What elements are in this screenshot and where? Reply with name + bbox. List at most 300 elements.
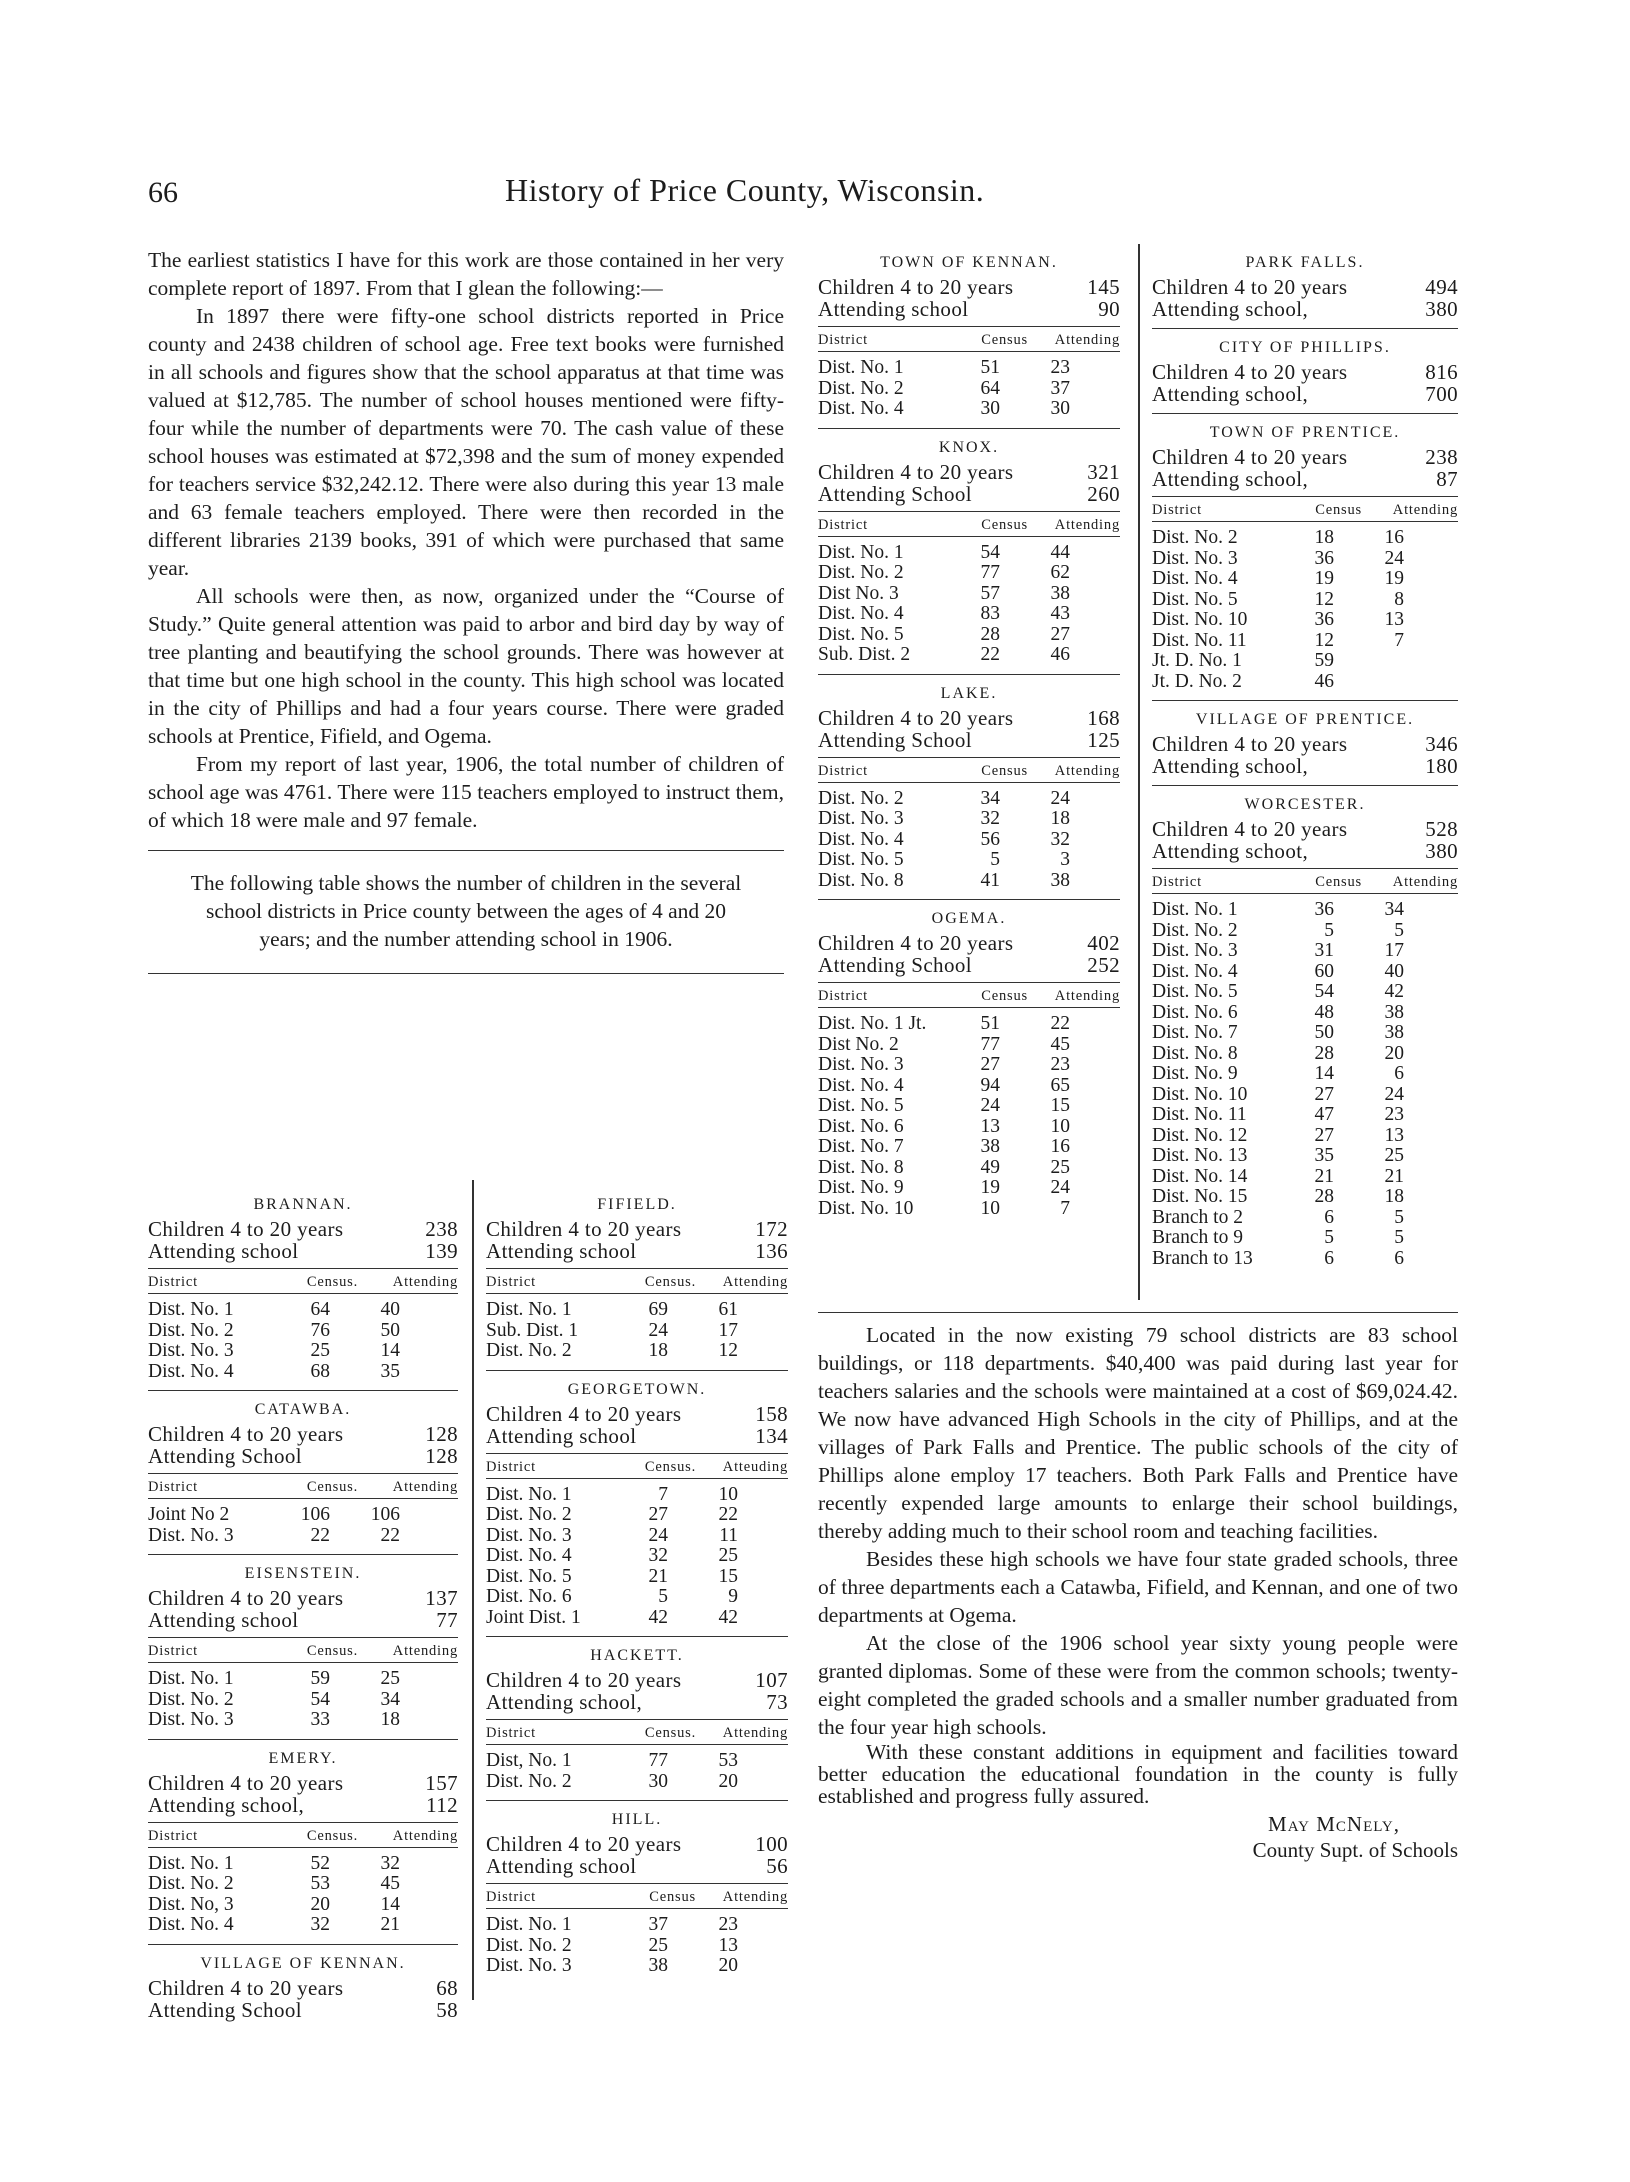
town-block-eisenstein [148, 1565, 458, 1740]
attending-cell: 35 [380, 1360, 400, 1382]
column-header: District [818, 988, 868, 1004]
district-cell: Dist. No. 6 [486, 1586, 572, 1607]
census-cell: 22 [980, 644, 1000, 665]
children-count: 172 [755, 1217, 788, 1241]
town-block-village-prentice [1152, 711, 1458, 786]
divider [486, 1370, 788, 1371]
town-block-town-prentice [1152, 424, 1458, 701]
attending-cell: 46 [1050, 644, 1070, 665]
children-count: 346 [1425, 732, 1458, 756]
district-cell: Dist. No. 3 [148, 1524, 234, 1546]
attending-count: 180 [1425, 754, 1458, 778]
census-cell: 30 [980, 398, 1000, 419]
town-block-georgetown [486, 1381, 788, 1638]
paragraph: In 1897 there were fifty-one school districts reported in Price county and 2438 children of school age. Free text books were furnished in all schools and figures show that the school apparatus at that time was valued at $12,785. The number of school houses mentioned were fifty-four while the number of departments were 70. The cash value of these school houses was estimated at $72,398 and the sum of money expended for teachers service $32,242.12. There were also during this year 13 male and 63 female teachers employed. There were then recorded in the different libraries 2139 books, 391 of which were purchased that same year. [148, 304, 784, 580]
column-header: District [486, 1274, 536, 1290]
table-row [486, 1936, 788, 1957]
district-cell: Dist. No. 4 [148, 1360, 234, 1382]
table-row [818, 1014, 1120, 1035]
column-header: District [148, 1479, 198, 1495]
census-cell: 18 [1314, 527, 1334, 548]
divider [818, 1312, 1458, 1313]
attending-label: Attending school, [486, 1690, 643, 1714]
divider [818, 674, 1120, 675]
census-cell: 27 [1314, 1083, 1334, 1105]
table-row [1152, 672, 1458, 693]
district-cell: Dist. No. 2 [818, 377, 904, 399]
census-cell: 13 [980, 1115, 1000, 1137]
town-name: LAKE. [940, 684, 998, 702]
children-row [148, 1423, 458, 1445]
children-label: Children 4 to 20 years [1152, 732, 1348, 756]
attending-label: Attending school [818, 297, 969, 321]
table-row [148, 1915, 458, 1936]
attending-row [486, 1425, 788, 1447]
table-row [1152, 651, 1458, 672]
town-block-knox [818, 439, 1120, 675]
attending-row [486, 1855, 788, 1877]
census-cell: 54 [310, 1688, 330, 1710]
district-tables-column-4 [1152, 244, 1458, 1269]
census-cell: 59 [1314, 650, 1334, 671]
column-header: Census [981, 762, 1028, 779]
table-row [486, 1772, 788, 1793]
column-header: District [486, 1725, 536, 1741]
census-cell: 27 [1314, 1124, 1334, 1146]
table-row [148, 1300, 458, 1321]
column-divider [472, 1180, 474, 2000]
attending-cell: 13 [718, 1934, 738, 1956]
column-header: District [148, 1274, 198, 1290]
census-cell: 46 [1314, 670, 1334, 692]
column-header: Census. [644, 1725, 696, 1741]
table-row [1152, 590, 1458, 611]
town-block-emery [148, 1750, 458, 1945]
attending-cell: 6 [1394, 1247, 1404, 1269]
children-label: Children 4 to 20 years [148, 1217, 344, 1241]
attending-cell [1334, 651, 1404, 672]
column-header: Attending [1054, 988, 1120, 1004]
attending-cell: 22 [1050, 1013, 1070, 1034]
table-row [1152, 631, 1458, 652]
attending-label: Attending School [818, 481, 972, 506]
census-cell: 5 [1324, 1227, 1334, 1248]
attending-count: 380 [1425, 839, 1458, 863]
column-header: District [818, 332, 868, 348]
column-header: Attending [1054, 516, 1120, 533]
children-row [486, 1833, 788, 1855]
column-header: Attending [1392, 874, 1458, 890]
district-cell: Dist. No. 10 [818, 1197, 914, 1219]
census-cell: 19 [980, 1177, 1000, 1198]
divider [818, 428, 1120, 429]
attending-cell: 13 [1384, 609, 1404, 630]
column-header: Census. [644, 1274, 696, 1290]
census-cell: 54 [980, 541, 1000, 563]
children-row [818, 461, 1120, 483]
census-cell: 21 [1314, 1165, 1334, 1187]
census-cell: 22 [310, 1524, 330, 1546]
census-cell: 18 [648, 1340, 668, 1361]
children-count: 68 [436, 1975, 458, 2000]
census-cell: 28 [1314, 1186, 1334, 1207]
district-cell: Branch to 2 [1152, 1206, 1243, 1228]
table-header [486, 1720, 788, 1745]
children-label: Children 4 to 20 years [818, 931, 1014, 955]
district-cell: Joint No 2 [148, 1504, 230, 1525]
town-name: KNOX. [938, 438, 1000, 456]
district-cell: Dist. No. 3 [1152, 940, 1238, 961]
district-cell: Dist. No. 15 [1152, 1186, 1248, 1207]
table-header [1152, 497, 1458, 522]
attending-row [486, 1240, 788, 1262]
census-cell: 10 [980, 1197, 1000, 1219]
children-count: 238 [425, 1217, 458, 1241]
children-label: Children 4 to 20 years [818, 459, 1014, 484]
census-cell: 5 [1324, 919, 1334, 941]
district-cell: Dist. No. 2 [818, 562, 904, 583]
paragraph: With these constant additions in equipment and facilities toward better education the educational foundation in the county is fully established and progress fully assured. [818, 1740, 1458, 1808]
table-row [486, 1915, 788, 1936]
table-row [486, 1608, 788, 1629]
divider [1152, 785, 1458, 786]
table-header [818, 758, 1120, 783]
attending-cell: 18 [380, 1709, 400, 1730]
attending-label: Attending school [486, 1239, 637, 1263]
attending-row [818, 729, 1120, 751]
attending-row [1152, 840, 1458, 862]
census-cell: 49 [980, 1156, 1000, 1178]
attending-cell: 20 [718, 1770, 738, 1792]
attending-cell: 14 [380, 1893, 400, 1915]
column-header: District [818, 516, 868, 533]
district-cell: Sub. Dist. 2 [818, 644, 911, 665]
town-name: PARK FALLS. [1245, 254, 1365, 271]
divider [148, 973, 784, 974]
town-block-park-falls [1152, 254, 1458, 329]
divider [1152, 328, 1458, 329]
census-cell: 50 [1314, 1022, 1334, 1043]
attending-cell: 38 [1384, 1022, 1404, 1043]
table-row [148, 1362, 458, 1383]
divider [148, 1739, 458, 1740]
children-count: 528 [1425, 817, 1458, 841]
town-block-village-kennan [148, 1955, 458, 2021]
district-cell: Dist. No. 9 [1152, 1063, 1238, 1084]
table-row [486, 1300, 788, 1321]
table-row [1152, 569, 1458, 590]
town-block-hackett [486, 1647, 788, 1801]
table-row [1152, 1003, 1458, 1024]
left-column-text [148, 246, 784, 974]
attending-row [1152, 755, 1458, 777]
children-label: Children 4 to 20 years [818, 705, 1014, 730]
census-cell: 68 [310, 1360, 330, 1382]
census-cell: 56 [980, 828, 1000, 850]
signature-name: May McNely, [1268, 1812, 1400, 1836]
census-cell: 24 [648, 1319, 668, 1341]
district-cell: Dist. No. 2 [148, 1319, 234, 1341]
attending-row [818, 954, 1120, 976]
district-cell: Dist. No. 2 [1152, 919, 1238, 941]
attending-cell: 61 [718, 1299, 738, 1320]
census-cell: 77 [980, 1033, 1000, 1055]
table-header [486, 1269, 788, 1294]
district-cell: Dist. No. 2 [148, 1873, 234, 1894]
district-cell: Jt. D. No. 2 [1152, 670, 1242, 692]
attending-cell: 7 [1060, 1197, 1070, 1219]
census-cell: 6 [1324, 1206, 1334, 1228]
district-cell: Dist. No. 5 [818, 849, 904, 870]
column-header: Census [981, 516, 1028, 533]
district-cell: Dist. No. 1 [148, 1852, 234, 1874]
census-cell: 24 [980, 1095, 1000, 1116]
column-header: Attending [722, 1725, 788, 1741]
district-cell: Dist No. 2 [818, 1033, 899, 1055]
attending-cell: 22 [718, 1504, 738, 1525]
census-cell: 51 [980, 1013, 1000, 1034]
attending-cell: 44 [1050, 541, 1070, 563]
district-cell: Dist. No. 2 [486, 1770, 572, 1792]
attending-cell: 50 [380, 1319, 400, 1341]
attending-cell: 25 [718, 1545, 738, 1566]
district-cell: Jt. D. No. 1 [1152, 650, 1242, 671]
table-row [1152, 1249, 1458, 1270]
town-name: HACKETT. [590, 1647, 684, 1664]
table-row [148, 1526, 458, 1547]
attending-cell: 17 [718, 1319, 738, 1341]
attending-cell: 11 [719, 1524, 738, 1546]
table-row [1152, 1167, 1458, 1188]
attending-cell: 24 [1384, 1083, 1404, 1105]
census-cell: 36 [1314, 547, 1334, 569]
district-cell: Dist. No. 9 [818, 1177, 904, 1198]
census-cell: 35 [1314, 1145, 1334, 1166]
children-count: 402 [1087, 931, 1120, 955]
table-row [486, 1526, 788, 1547]
census-cell: 30 [648, 1770, 668, 1792]
table-row [818, 1158, 1120, 1179]
census-cell: 32 [648, 1545, 668, 1566]
column-header: District [148, 1643, 198, 1659]
district-cell: Dist. No. 7 [818, 1136, 904, 1157]
attending-cell: 9 [728, 1586, 738, 1607]
census-cell: 14 [1314, 1063, 1334, 1084]
table-row [818, 850, 1120, 871]
attending-count: 134 [755, 1423, 788, 1448]
table-row [818, 1199, 1120, 1220]
column-header: Attending [392, 1827, 458, 1844]
attending-cell: 65 [1050, 1074, 1070, 1096]
district-cell: Dist. No. 3 [486, 1955, 572, 1976]
table-row [818, 543, 1120, 564]
district-tables-column-2 [486, 1186, 788, 1977]
district-cell: Dist. No. 13 [1152, 1145, 1248, 1166]
district-cell: Joint Dist. 1 [486, 1606, 581, 1628]
attending-cell: 34 [1384, 899, 1404, 920]
table-row [148, 1874, 458, 1895]
divider [486, 1636, 788, 1637]
attending-cell: 16 [1384, 527, 1404, 548]
town-name: WORCESTER. [1244, 796, 1366, 813]
district-cell: Dist. No. 6 [1152, 1001, 1238, 1023]
page-number: 66 [148, 176, 178, 209]
table-row [486, 1321, 788, 1342]
attending-count: 139 [425, 1239, 458, 1263]
attending-cell: 38 [1050, 869, 1070, 891]
district-cell: Dist. No. 2 [1152, 527, 1238, 548]
attending-count: 56 [766, 1854, 788, 1878]
children-label: Children 4 to 20 years [148, 1975, 344, 2000]
column-header: Attending [1054, 762, 1120, 779]
table-row [148, 1341, 458, 1362]
census-cell: 53 [310, 1873, 330, 1894]
attending-count: 73 [766, 1690, 788, 1714]
census-cell: 25 [648, 1934, 668, 1956]
column-header: Census [1315, 502, 1362, 518]
census-cell: 20 [310, 1893, 330, 1915]
attending-row [148, 1794, 458, 1816]
closing-text [818, 1312, 1458, 1863]
attending-row [148, 1240, 458, 1262]
attending-cell: 37 [1050, 377, 1070, 399]
attending-cell: 20 [718, 1955, 738, 1976]
table-header [148, 1474, 458, 1499]
children-count: 168 [1087, 705, 1120, 730]
table-header [1152, 869, 1458, 894]
table-row [1152, 610, 1458, 631]
census-cell: 94 [980, 1074, 1000, 1096]
attending-cell: 23 [1050, 357, 1070, 378]
census-cell: 41 [980, 869, 1000, 891]
town-name: GEORGETOWN. [567, 1380, 707, 1398]
table-row [818, 1055, 1120, 1076]
column-header: Census. [644, 1458, 696, 1475]
census-cell: 69 [648, 1299, 668, 1320]
attending-cell: 15 [1050, 1095, 1070, 1116]
column-header: Attending [392, 1643, 458, 1659]
district-cell: Dist. No. 14 [1152, 1165, 1248, 1187]
district-cell: Dist. No. 10 [1152, 609, 1248, 630]
divider [818, 899, 1120, 900]
town-name: CATAWBA. [254, 1401, 352, 1418]
column-header: District [148, 1827, 198, 1844]
column-header: Atteuding [722, 1458, 788, 1475]
attending-cell: 5 [1394, 1227, 1404, 1248]
divider [148, 1554, 458, 1555]
children-count: 100 [755, 1832, 788, 1856]
town-block-town-kennan [818, 254, 1120, 429]
town-block-hill [486, 1811, 788, 1977]
district-cell: Dist. No. 8 [818, 1156, 904, 1178]
district-cell: Dist. No. 2 [486, 1504, 572, 1525]
district-cell: Dist. No. 8 [1152, 1042, 1238, 1064]
children-count: 494 [1425, 275, 1458, 299]
table-row [1152, 1044, 1458, 1065]
attending-cell: 12 [718, 1340, 738, 1361]
divider [1152, 700, 1458, 701]
census-cell: 83 [980, 603, 1000, 624]
table-row [1152, 900, 1458, 921]
town-block-city-phillips [1152, 339, 1458, 414]
children-label: Children 4 to 20 years [148, 1586, 344, 1610]
children-row [818, 932, 1120, 954]
column-header: Census. [306, 1479, 358, 1495]
district-cell: Dist. No. 5 [1152, 981, 1238, 1002]
census-cell: 77 [648, 1750, 668, 1771]
attending-cell: 24 [1050, 787, 1070, 809]
children-count: 107 [755, 1668, 788, 1692]
table-row [148, 1854, 458, 1875]
town-name: TOWN OF PRENTICE. [1209, 424, 1401, 441]
attending-cell: 24 [1384, 547, 1404, 569]
children-label: Children 4 to 20 years [486, 1401, 682, 1426]
attending-cell: 18 [1050, 808, 1070, 829]
column-header: Census. [306, 1274, 358, 1290]
column-header: Census [1315, 874, 1362, 890]
attending-cell: 10 [718, 1483, 738, 1505]
table-header [148, 1269, 458, 1294]
attending-row [148, 1999, 458, 2021]
table-row [818, 871, 1120, 892]
town-name: EMERY. [268, 1749, 338, 1767]
town-name: TOWN OF KENNAN. [880, 254, 1058, 271]
attending-cell: 8 [1394, 588, 1404, 610]
table-row [486, 1567, 788, 1588]
table-row [818, 645, 1120, 666]
children-label: Children 4 to 20 years [486, 1668, 682, 1692]
table-row [148, 1690, 458, 1711]
district-cell: Dist. No, 3 [148, 1893, 234, 1915]
town-block-worcester [1152, 796, 1458, 1269]
attending-count: 136 [755, 1239, 788, 1263]
children-row [1152, 361, 1458, 383]
paragraph: From my report of last year, 1906, the total number of children of school age was 4761. There were 115 teachers employed to instruct them, of which 18 were male and 97 female. [148, 752, 784, 832]
table-header [486, 1884, 788, 1909]
attending-label: Attending school [148, 1608, 299, 1632]
children-label: Children 4 to 20 years [1152, 360, 1348, 384]
attending-count: 700 [1425, 382, 1458, 406]
district-cell: Dist No. 3 [818, 582, 899, 604]
attending-cell: 10 [1050, 1115, 1070, 1137]
table-intro: The following table shows the number of children in the several school districts in Price county between the ages of 4 and 20 years; and the number attending school in 1906. [190, 871, 742, 951]
attending-row [818, 483, 1120, 505]
column-header: Census [981, 988, 1028, 1004]
table-header [818, 983, 1120, 1008]
attending-cell: 40 [380, 1299, 400, 1320]
census-cell: 106 [300, 1504, 330, 1525]
district-cell: Dist. No. 1 [148, 1668, 234, 1689]
district-cell: Dist. No. 4 [486, 1545, 572, 1566]
attending-cell [1334, 672, 1404, 693]
census-cell: 5 [658, 1586, 668, 1607]
divider [148, 1390, 458, 1391]
attending-cell: 20 [1384, 1042, 1404, 1064]
table-row [148, 1710, 458, 1731]
district-cell: Dist. No. 12 [1152, 1124, 1248, 1146]
census-cell: 76 [310, 1319, 330, 1341]
district-cell: Dist. No. 1 [818, 541, 904, 563]
census-cell: 59 [310, 1668, 330, 1689]
children-label: Children 4 to 20 years [818, 275, 1014, 299]
census-cell: 32 [310, 1914, 330, 1935]
table-row [1152, 982, 1458, 1003]
children-label: Children 4 to 20 years [486, 1217, 682, 1241]
table-row [148, 1895, 458, 1916]
census-cell: 24 [648, 1524, 668, 1546]
attending-cell: 53 [718, 1750, 738, 1771]
attending-row [818, 298, 1120, 320]
